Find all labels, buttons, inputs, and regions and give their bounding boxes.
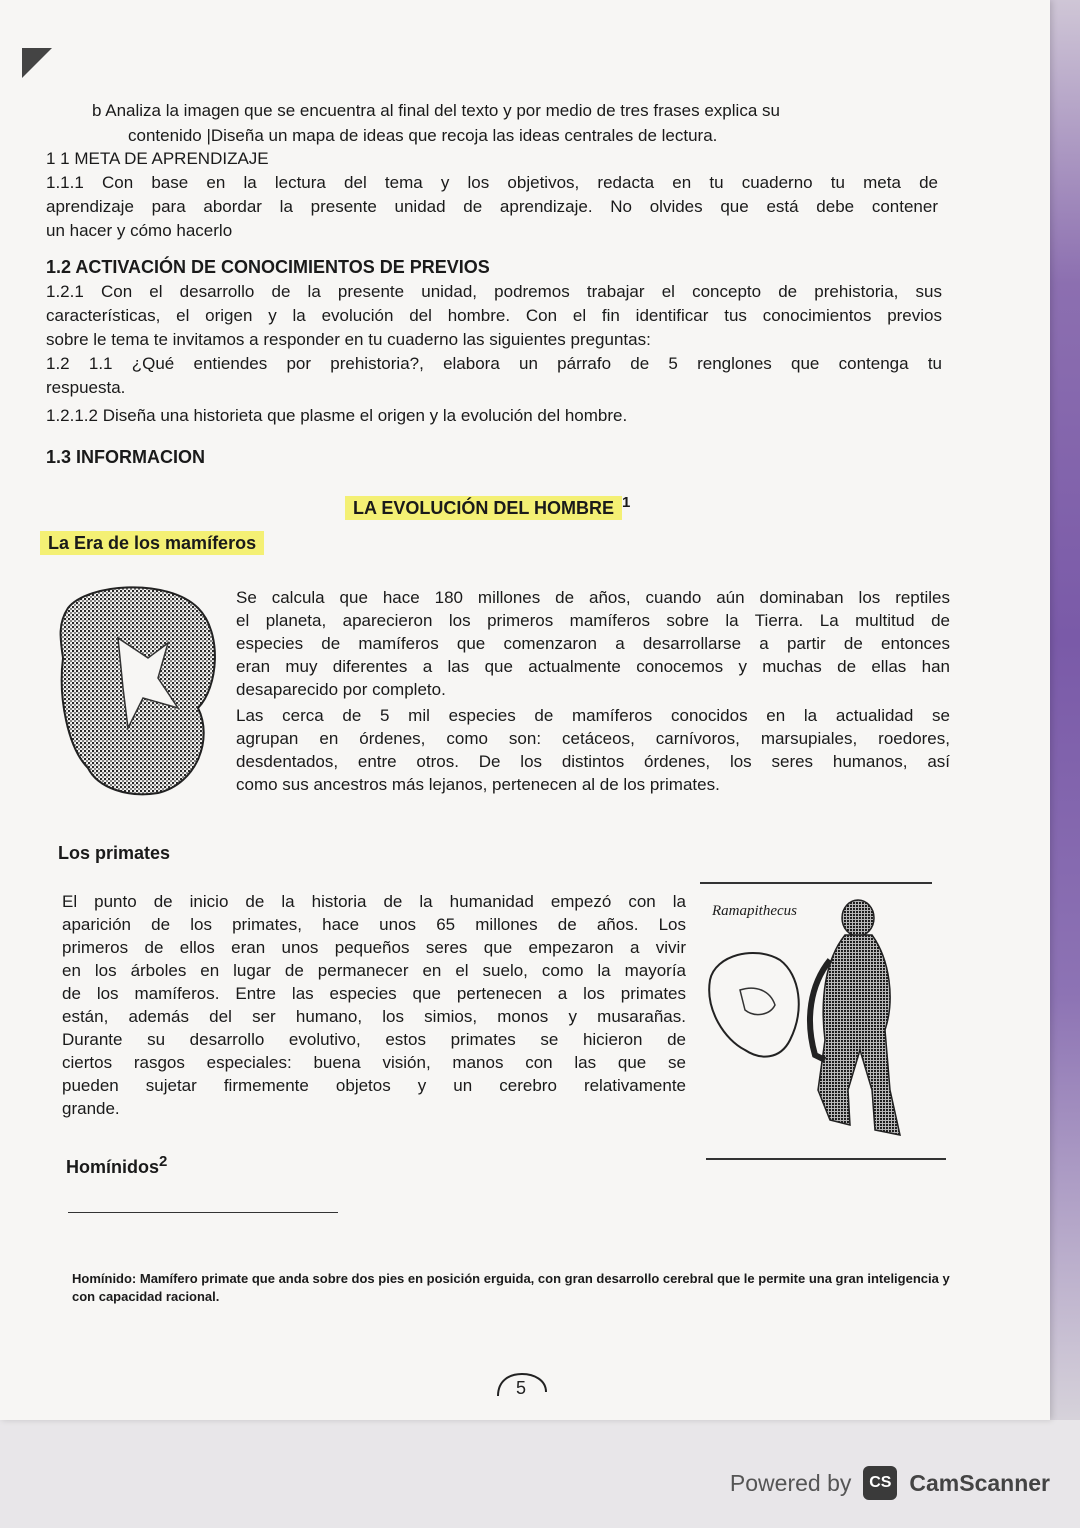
meta-line-2: aprendizaje para abordar la presente unidad de aprendizaje. No olvides que está debe contener xyxy=(46,197,938,216)
activation-line-1: 1.2.1 Con el desarrollo de la presente unidad, podremos trabajar el concepto de prehistoria, sus xyxy=(46,282,942,301)
primates-line-8: ciertos rasgos especiales: buena visión, manos con las que se xyxy=(62,1053,686,1072)
mammal-illustration xyxy=(48,578,228,798)
article-title-footnote-mark: 1 xyxy=(622,494,631,511)
page-number xyxy=(492,1370,552,1405)
era-line-7: agrupan en órdenes, como son: cetáceos, carnívoros, marsupiales, roedores, xyxy=(236,729,950,748)
figure-label: Ramapithecus xyxy=(712,903,797,919)
activation-line-2: características, el origen y la evolución del hombre. Con el fin identificar tus conocimientos previos xyxy=(46,306,942,325)
page-number-circle xyxy=(492,1370,552,1400)
era-line-4: eran muy diferentes a las que actualmente conocemos y muchas de ellas han xyxy=(236,657,950,676)
section-hominidos-text: Homínidos xyxy=(66,1157,159,1177)
primates-line-4: en los árboles en lugar de permanecer en el suelo, como la mayoría xyxy=(62,961,686,980)
era-line-9: como sus ancestros más lejanos, pertenecen al de los primates. xyxy=(236,775,720,794)
camscanner-watermark xyxy=(730,1466,1050,1500)
activation-line-3: sobre le tema te invitamos a responder en tu cuaderno las siguientes preguntas: xyxy=(46,330,651,349)
ramapithecus-illustration xyxy=(700,890,940,1150)
instruction-b-line-2: contenido |Diseña un mapa de ideas que recoja las ideas centrales de lectura. xyxy=(128,126,718,145)
information-heading: 1.3 INFORMACION xyxy=(46,447,206,467)
era-line-5: desaparecido por completo. xyxy=(236,680,446,699)
primates-line-3: primeros de ellos eran unos pequeños seres que empezaron a vivir xyxy=(62,938,686,957)
era-line-2: el planeta, aparecieron los primeros mamíferos sobre la Tierra. La multitud de xyxy=(236,611,950,630)
article-title-text: LA EVOLUCIÓN DEL HOMBRE xyxy=(345,496,622,520)
figure-top-rule xyxy=(700,882,932,884)
article-title xyxy=(345,494,630,519)
page-number-text: 5 xyxy=(516,1378,527,1398)
figure-bottom-rule xyxy=(706,1158,946,1160)
section-primates-heading: Los primates xyxy=(58,843,171,863)
instruction-b-line-1: b Analiza la imagen que se encuentra al final del texto y por medio de tres frases explica su xyxy=(92,101,780,120)
section-era-text: La Era de los mamíferos xyxy=(40,531,264,555)
meta-line-1: 1.1.1 Con base en la lectura del tema y los objetivos, redacta en tu cuaderno tu meta de xyxy=(46,173,938,192)
corner-mark xyxy=(22,48,52,78)
section-era-heading xyxy=(40,533,264,554)
watermark-brand: CamScanner xyxy=(909,1469,1050,1496)
section-hominidos-heading xyxy=(66,1150,167,1179)
primates-line-10: grande. xyxy=(62,1099,120,1118)
footnote-separator xyxy=(68,1212,338,1213)
primates-line-7: Durante su desarrollo evolutivo, estos primates se hicieron de xyxy=(62,1030,686,1049)
camscanner-logo-icon: CS xyxy=(863,1466,897,1500)
primates-line-9: pueden sujetar firmemente objetos y un cerebro relativamente xyxy=(62,1076,686,1095)
activation-line-6: 1.2.1.2 Diseña una historieta que plasme el origen y la evolución del hombre. xyxy=(46,406,628,425)
primates-line-1: El punto de inicio de la historia de la humanidad empezó con la xyxy=(62,892,686,911)
era-line-1: Se calcula que hace 180 millones de años, cuando aún dominaban los reptiles xyxy=(236,588,950,607)
activation-line-5: respuesta. xyxy=(46,378,126,397)
meta-heading: 1 1 META DE APRENDIZAJE xyxy=(46,149,269,168)
primates-line-5: de los mamíferos. Entre las especies que pertenecen a los primates xyxy=(62,984,686,1003)
activation-heading: 1.2 ACTIVACIÓN DE CONOCIMIENTOS DE PREVIOS xyxy=(46,257,490,277)
meta-line-3: un hacer y cómo hacerlo xyxy=(46,221,233,240)
watermark-powered-text: Powered by xyxy=(729,1469,852,1496)
footnote-hominido: Homínido: Mamífero primate que anda sobre dos pies en posición erguida, con gran desarrollo cerebral que le permite una gran inteligencia y con capacidad racional. xyxy=(72,1271,950,1304)
era-line-3: especies de mamíferos que comenzaron a desarrollarse a partir de entonces xyxy=(236,634,950,653)
era-line-6: Las cerca de 5 mil especies de mamíferos conocidos en la actualidad se xyxy=(236,706,950,725)
hominidos-footnote-mark: 2 xyxy=(159,1153,168,1170)
primates-line-6: están, además del ser humano, los simios, monos y musarañas. xyxy=(62,1007,686,1026)
activation-line-4: 1.2 1.1 ¿Qué entiendes por prehistoria?, elabora un párrafo de 5 renglones que contenga tu xyxy=(46,354,942,373)
primates-line-2: aparición de los primates, hace unos 65 millones de años. Los xyxy=(62,915,686,934)
era-line-8: desdentados, entre otros. De los distintos órdenes, los seres humanos, así xyxy=(236,752,950,771)
